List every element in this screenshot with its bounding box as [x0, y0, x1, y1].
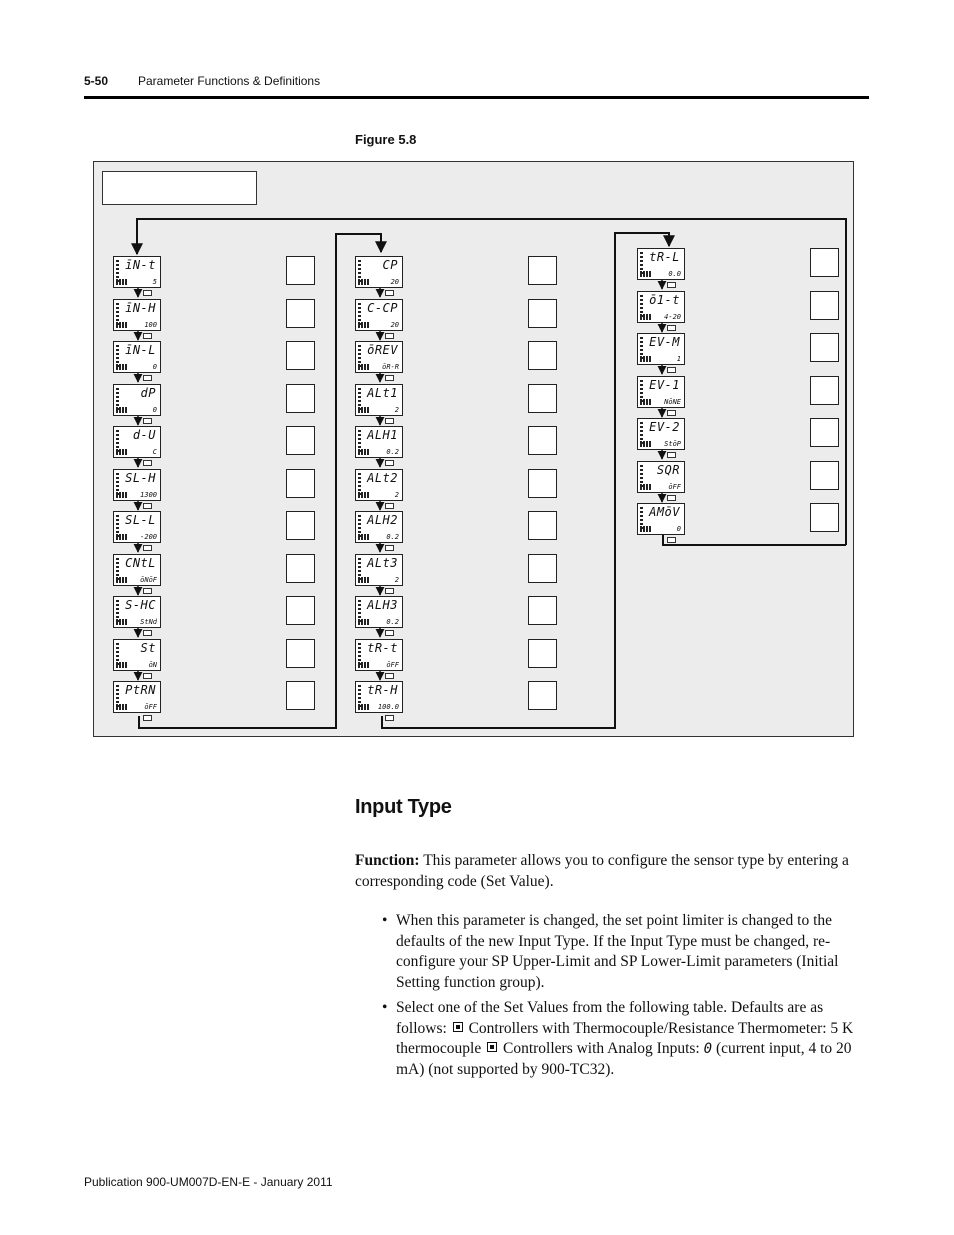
parameter-display	[113, 426, 161, 458]
display-status-icon	[358, 704, 370, 710]
setting-entry-box	[286, 426, 315, 455]
parameter-display	[113, 681, 161, 713]
parameter-value: 20	[390, 278, 399, 286]
setting-entry-box	[810, 376, 839, 405]
parameter-value: 0.0	[668, 270, 681, 278]
bullet-text: Controllers with Analog Inputs:	[499, 1040, 704, 1057]
parameter-display	[637, 503, 685, 535]
setting-entry-box	[810, 333, 839, 362]
bullet-list	[380, 911, 875, 1085]
setting-entry-box	[286, 341, 315, 370]
parameter-value: ōFF	[386, 661, 399, 669]
parameter-code: ō1-t	[649, 293, 680, 307]
parameter-code: īN-t	[125, 258, 156, 272]
parameter-display	[113, 384, 161, 416]
parameter-value: ōNōF	[140, 576, 157, 584]
parameter-code: dP	[140, 386, 156, 400]
running-header: Parameter Functions & Definitions	[138, 74, 321, 88]
parameter-value: ōFF	[668, 483, 681, 491]
function-paragraph	[355, 850, 875, 892]
setting-entry-box	[528, 639, 557, 668]
key-press-icon	[385, 545, 394, 551]
display-status-icon	[116, 534, 128, 540]
parameter-value: StōP	[664, 440, 681, 448]
parameter-code: CNtL	[125, 556, 156, 570]
parameter-display	[355, 554, 403, 586]
parameter-value: C	[152, 448, 157, 456]
section-title: Input Type	[355, 796, 452, 818]
setting-entry-box	[528, 256, 557, 285]
display-status-icon	[116, 364, 128, 370]
parameter-code: AMōV	[649, 505, 680, 519]
function-text: This parameter allows you to configure the sensor type by entering a corresponding code (Set Value).	[355, 852, 849, 890]
key-press-icon	[385, 715, 394, 721]
display-status-icon	[116, 279, 128, 285]
setting-entry-box	[528, 384, 557, 413]
parameter-display	[113, 469, 161, 501]
key-press-icon	[385, 673, 394, 679]
bullet-text: Controllers with Thermocouple/Resistance Thermometer: 5 K thermocouple	[396, 1019, 854, 1057]
key-press-icon	[667, 495, 676, 501]
display-status-icon	[640, 314, 652, 320]
display-status-icon	[640, 271, 652, 277]
display-status-icon	[358, 364, 370, 370]
setting-entry-box	[810, 248, 839, 277]
key-press-icon	[385, 333, 394, 339]
parameter-value: 0.2	[386, 533, 399, 541]
bullet-text: (current input, 4 to 20 mA) (not supported by 900-TC32).	[396, 1040, 852, 1078]
display-status-icon	[116, 704, 128, 710]
parameter-code: PtRN	[125, 683, 156, 697]
page-number: 5-50	[84, 74, 109, 88]
display-status-icon	[640, 441, 652, 447]
bullet-item	[380, 998, 875, 1080]
key-press-icon	[385, 503, 394, 509]
display-status-icon	[640, 526, 652, 532]
bullet-text: When this parameter is changed, the set point limiter is changed to the defaults of the new Input Type. If the Input Type must be changed, re-configure your SP Upper-Limit and SP Lower-Limit parameters (Initial Setting function group).	[396, 912, 839, 991]
parameter-display	[355, 384, 403, 416]
parameter-value: ōR-R	[382, 363, 399, 371]
parameter-value: 0	[152, 363, 157, 371]
parameter-code: d-U	[132, 428, 156, 442]
key-press-icon	[667, 410, 676, 416]
parameter-value: 2	[394, 491, 399, 499]
parameter-value: ōN	[148, 661, 157, 669]
setting-entry-box	[810, 461, 839, 490]
parameter-code: ALH3	[367, 598, 398, 612]
parameter-code: īN-H	[125, 301, 156, 315]
function-label: Function:	[355, 852, 420, 869]
key-press-icon	[143, 418, 152, 424]
parameter-display	[637, 291, 685, 323]
key-press-icon	[143, 630, 152, 636]
parameter-code: ALt3	[367, 556, 398, 570]
key-press-icon	[143, 460, 152, 466]
display-status-icon	[116, 492, 128, 498]
setting-entry-box	[810, 291, 839, 320]
display-status-icon	[358, 449, 370, 455]
key-press-icon	[385, 588, 394, 594]
setting-entry-box	[810, 503, 839, 532]
bullet-item	[380, 911, 875, 993]
setting-entry-box	[286, 469, 315, 498]
parameter-display	[113, 299, 161, 331]
parameter-code: īN-L	[125, 343, 156, 357]
bullet-text: Select one of the Set Values from the following table. Defaults are as follows:	[396, 999, 824, 1037]
parameter-value: 1	[676, 355, 681, 363]
figure-caption: Figure 5.8	[355, 132, 417, 147]
key-press-icon	[143, 290, 152, 296]
display-status-icon	[358, 534, 370, 540]
key-press-icon	[143, 503, 152, 509]
parameter-value: 0	[152, 406, 157, 414]
key-press-icon	[385, 290, 394, 296]
display-status-icon	[358, 279, 370, 285]
parameter-display	[113, 256, 161, 288]
parameter-code: SQR	[656, 463, 680, 477]
setting-entry-box	[286, 639, 315, 668]
display-status-icon	[358, 619, 370, 625]
setting-entry-box	[528, 511, 557, 540]
display-status-icon	[358, 492, 370, 498]
key-press-icon	[143, 588, 152, 594]
parameter-code: tR-t	[367, 641, 398, 655]
square-bullet-icon	[487, 1042, 497, 1052]
key-press-icon	[667, 325, 676, 331]
parameter-display	[113, 596, 161, 628]
parameter-code: ALt1	[367, 386, 398, 400]
parameter-value: StNd	[140, 618, 157, 626]
key-press-icon	[667, 282, 676, 288]
setting-entry-box	[528, 681, 557, 710]
parameter-display	[637, 333, 685, 365]
parameter-value: 1300	[140, 491, 157, 499]
parameter-code: EV-2	[649, 420, 680, 434]
setting-entry-box	[810, 418, 839, 447]
key-press-icon	[385, 460, 394, 466]
parameter-code: S-HC	[125, 598, 156, 612]
display-status-icon	[116, 577, 128, 583]
footer-publication: Publication 900-UM007D-EN-E - January 2011	[84, 1175, 333, 1189]
display-status-icon	[358, 577, 370, 583]
parameter-code: ALt2	[367, 471, 398, 485]
display-code: 0	[703, 1041, 713, 1057]
parameter-value: 2	[394, 576, 399, 584]
display-status-icon	[116, 407, 128, 413]
parameter-value: -200	[140, 533, 157, 541]
parameter-code: tR-H	[367, 683, 398, 697]
key-press-icon	[667, 537, 676, 543]
key-press-icon	[385, 418, 394, 424]
parameter-value: ōFF	[144, 703, 157, 711]
setting-entry-box	[528, 299, 557, 328]
bullet-icon: •	[382, 999, 388, 1016]
parameter-display	[113, 511, 161, 543]
parameter-value: 4-20	[664, 313, 681, 321]
display-status-icon	[640, 484, 652, 490]
display-status-icon	[116, 619, 128, 625]
parameter-value: 0.2	[386, 618, 399, 626]
parameter-value: 0.2	[386, 448, 399, 456]
key-press-icon	[385, 375, 394, 381]
parameter-code: SL-L	[125, 513, 156, 527]
key-press-icon	[143, 673, 152, 679]
setting-entry-box	[286, 299, 315, 328]
display-status-icon	[640, 356, 652, 362]
parameter-value: 0	[676, 525, 681, 533]
display-status-icon	[358, 662, 370, 668]
setting-entry-box	[286, 256, 315, 285]
setting-entry-box	[528, 596, 557, 625]
parameter-display	[637, 376, 685, 408]
display-status-icon	[640, 399, 652, 405]
parameter-code: EV-1	[649, 378, 680, 392]
setting-entry-box	[528, 341, 557, 370]
parameter-display	[637, 461, 685, 493]
parameter-display	[355, 341, 403, 373]
setting-entry-box	[286, 511, 315, 540]
parameter-value: 20	[390, 321, 399, 329]
key-press-icon	[667, 452, 676, 458]
key-press-icon	[143, 715, 152, 721]
parameter-display	[355, 511, 403, 543]
parameter-value: 5	[152, 278, 157, 286]
parameter-display	[637, 418, 685, 450]
parameter-display	[637, 248, 685, 280]
setting-entry-box	[286, 681, 315, 710]
key-press-icon	[385, 630, 394, 636]
parameter-display	[113, 554, 161, 586]
parameter-display	[355, 681, 403, 713]
setting-entry-box	[528, 469, 557, 498]
setting-entry-box	[286, 384, 315, 413]
parameter-code: SL-H	[125, 471, 156, 485]
parameter-code: C-CP	[367, 301, 398, 315]
parameter-value: NōNE	[664, 398, 681, 406]
setting-entry-box	[528, 426, 557, 455]
parameter-value: 2	[394, 406, 399, 414]
setting-entry-box	[528, 554, 557, 583]
parameter-code: St	[140, 641, 156, 655]
key-press-icon	[143, 375, 152, 381]
key-press-icon	[143, 333, 152, 339]
parameter-code: EV-M	[649, 335, 680, 349]
parameter-code: CP	[382, 258, 398, 272]
parameter-code: ōREV	[367, 343, 398, 357]
parameter-display	[113, 639, 161, 671]
display-status-icon	[116, 322, 128, 328]
parameter-code: ALH1	[367, 428, 398, 442]
parameter-display	[355, 596, 403, 628]
key-press-icon	[143, 545, 152, 551]
setting-entry-box	[286, 554, 315, 583]
parameter-display	[113, 341, 161, 373]
parameter-display	[355, 256, 403, 288]
parameter-value: 100	[144, 321, 157, 329]
parameter-display	[355, 426, 403, 458]
display-status-icon	[116, 449, 128, 455]
bullet-icon: •	[382, 912, 388, 929]
parameter-value: 100.0	[377, 703, 399, 711]
parameter-display	[355, 299, 403, 331]
key-press-icon	[667, 367, 676, 373]
parameter-code: tR-L	[649, 250, 680, 264]
display-status-icon	[358, 322, 370, 328]
setting-entry-box	[286, 596, 315, 625]
parameter-display	[355, 469, 403, 501]
display-status-icon	[116, 662, 128, 668]
parameter-code: ALH2	[367, 513, 398, 527]
square-bullet-icon	[453, 1022, 463, 1032]
parameter-display	[355, 639, 403, 671]
display-status-icon	[358, 407, 370, 413]
